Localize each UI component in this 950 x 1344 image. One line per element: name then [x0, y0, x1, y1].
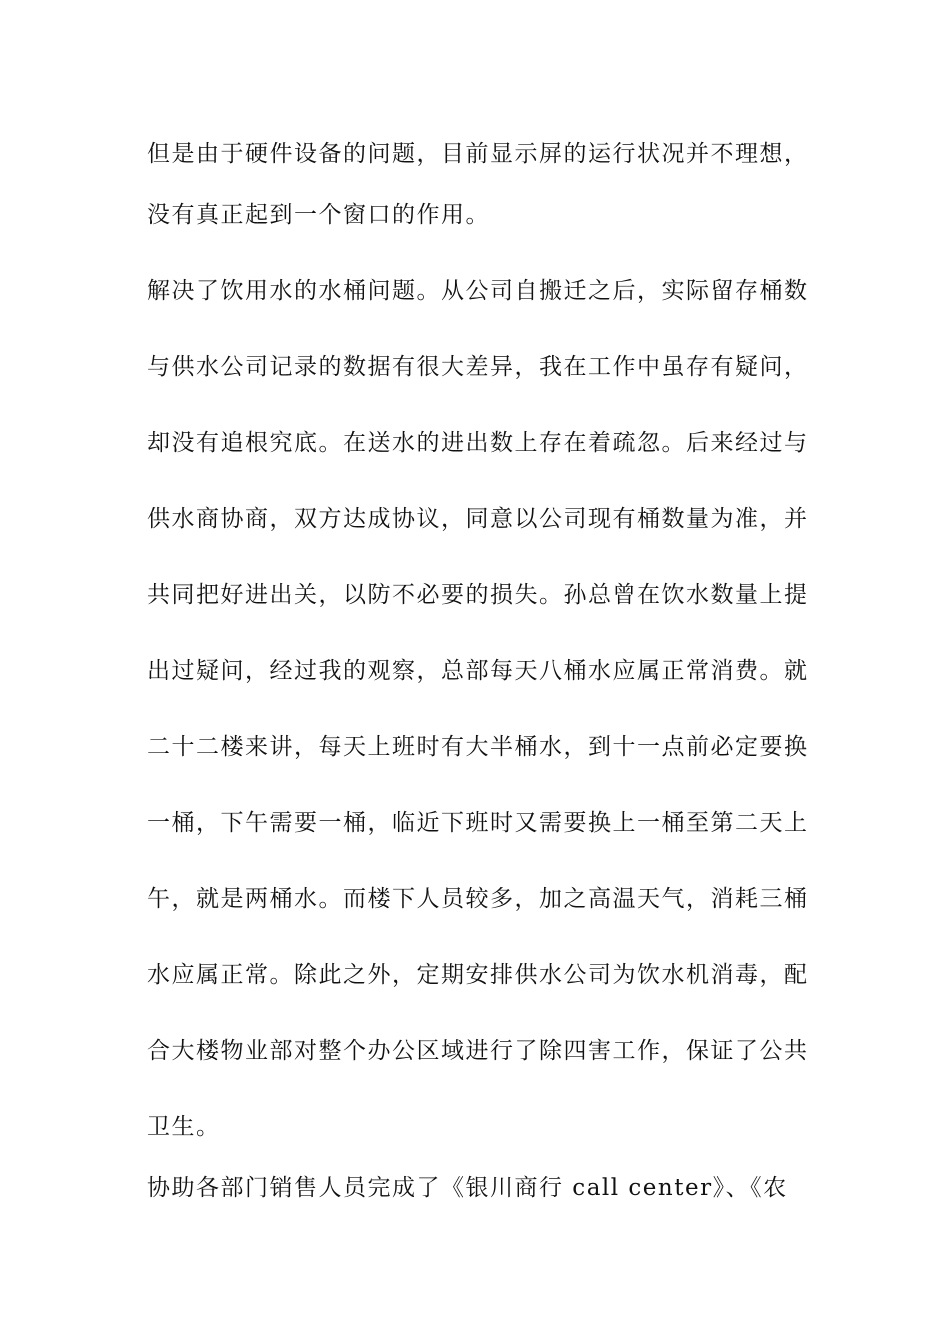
- text-line: 午，就是两桶水。而楼下人员较多，加之高温天气，消耗三桶: [147, 886, 809, 912]
- text-line: 一桶，下午需要一桶，临近下班时又需要换上一桶至第二天上: [147, 810, 809, 836]
- text-line: 二十二楼来讲，每天上班时有大半桶水，到十一点前必定要换: [147, 734, 809, 760]
- text-line: 卫生。: [147, 1114, 221, 1140]
- text-line: 出过疑问，经过我的观察，总部每天八桶水应属正常消费。就: [147, 658, 809, 684]
- text-line: 协助各部门销售人员完成了《银川商行 call center》、《农: [147, 1175, 788, 1201]
- text-line: 但是由于硬件设备的问题，目前显示屏的运行状况并不理想，: [147, 141, 809, 167]
- document-body: [147, 130, 807, 1240]
- text-line: 共同把好进出关，以防不必要的损失。孙总曾在饮水数量上提: [147, 582, 809, 608]
- text-line: 合大楼物业部对整个办公区域进行了除四害工作，保证了公共: [147, 1038, 809, 1064]
- text-line: 没有真正起到一个窗口的作用。: [147, 202, 490, 228]
- text-line: 与供水公司记录的数据有很大差异，我在工作中虽存有疑问，: [147, 354, 809, 380]
- text-line: 却没有追根究底。在送水的进出数上存在着疏忽。后来经过与: [147, 430, 809, 456]
- text-line: 水应属正常。除此之外，定期安排供水公司为饮水机消毒，配: [147, 962, 809, 988]
- text-line: 供水商协商，双方达成协议，同意以公司现有桶数量为准，并: [147, 506, 809, 532]
- text-line: 解决了饮用水的水桶问题。从公司自搬迁之后，实际留存桶数: [147, 278, 809, 304]
